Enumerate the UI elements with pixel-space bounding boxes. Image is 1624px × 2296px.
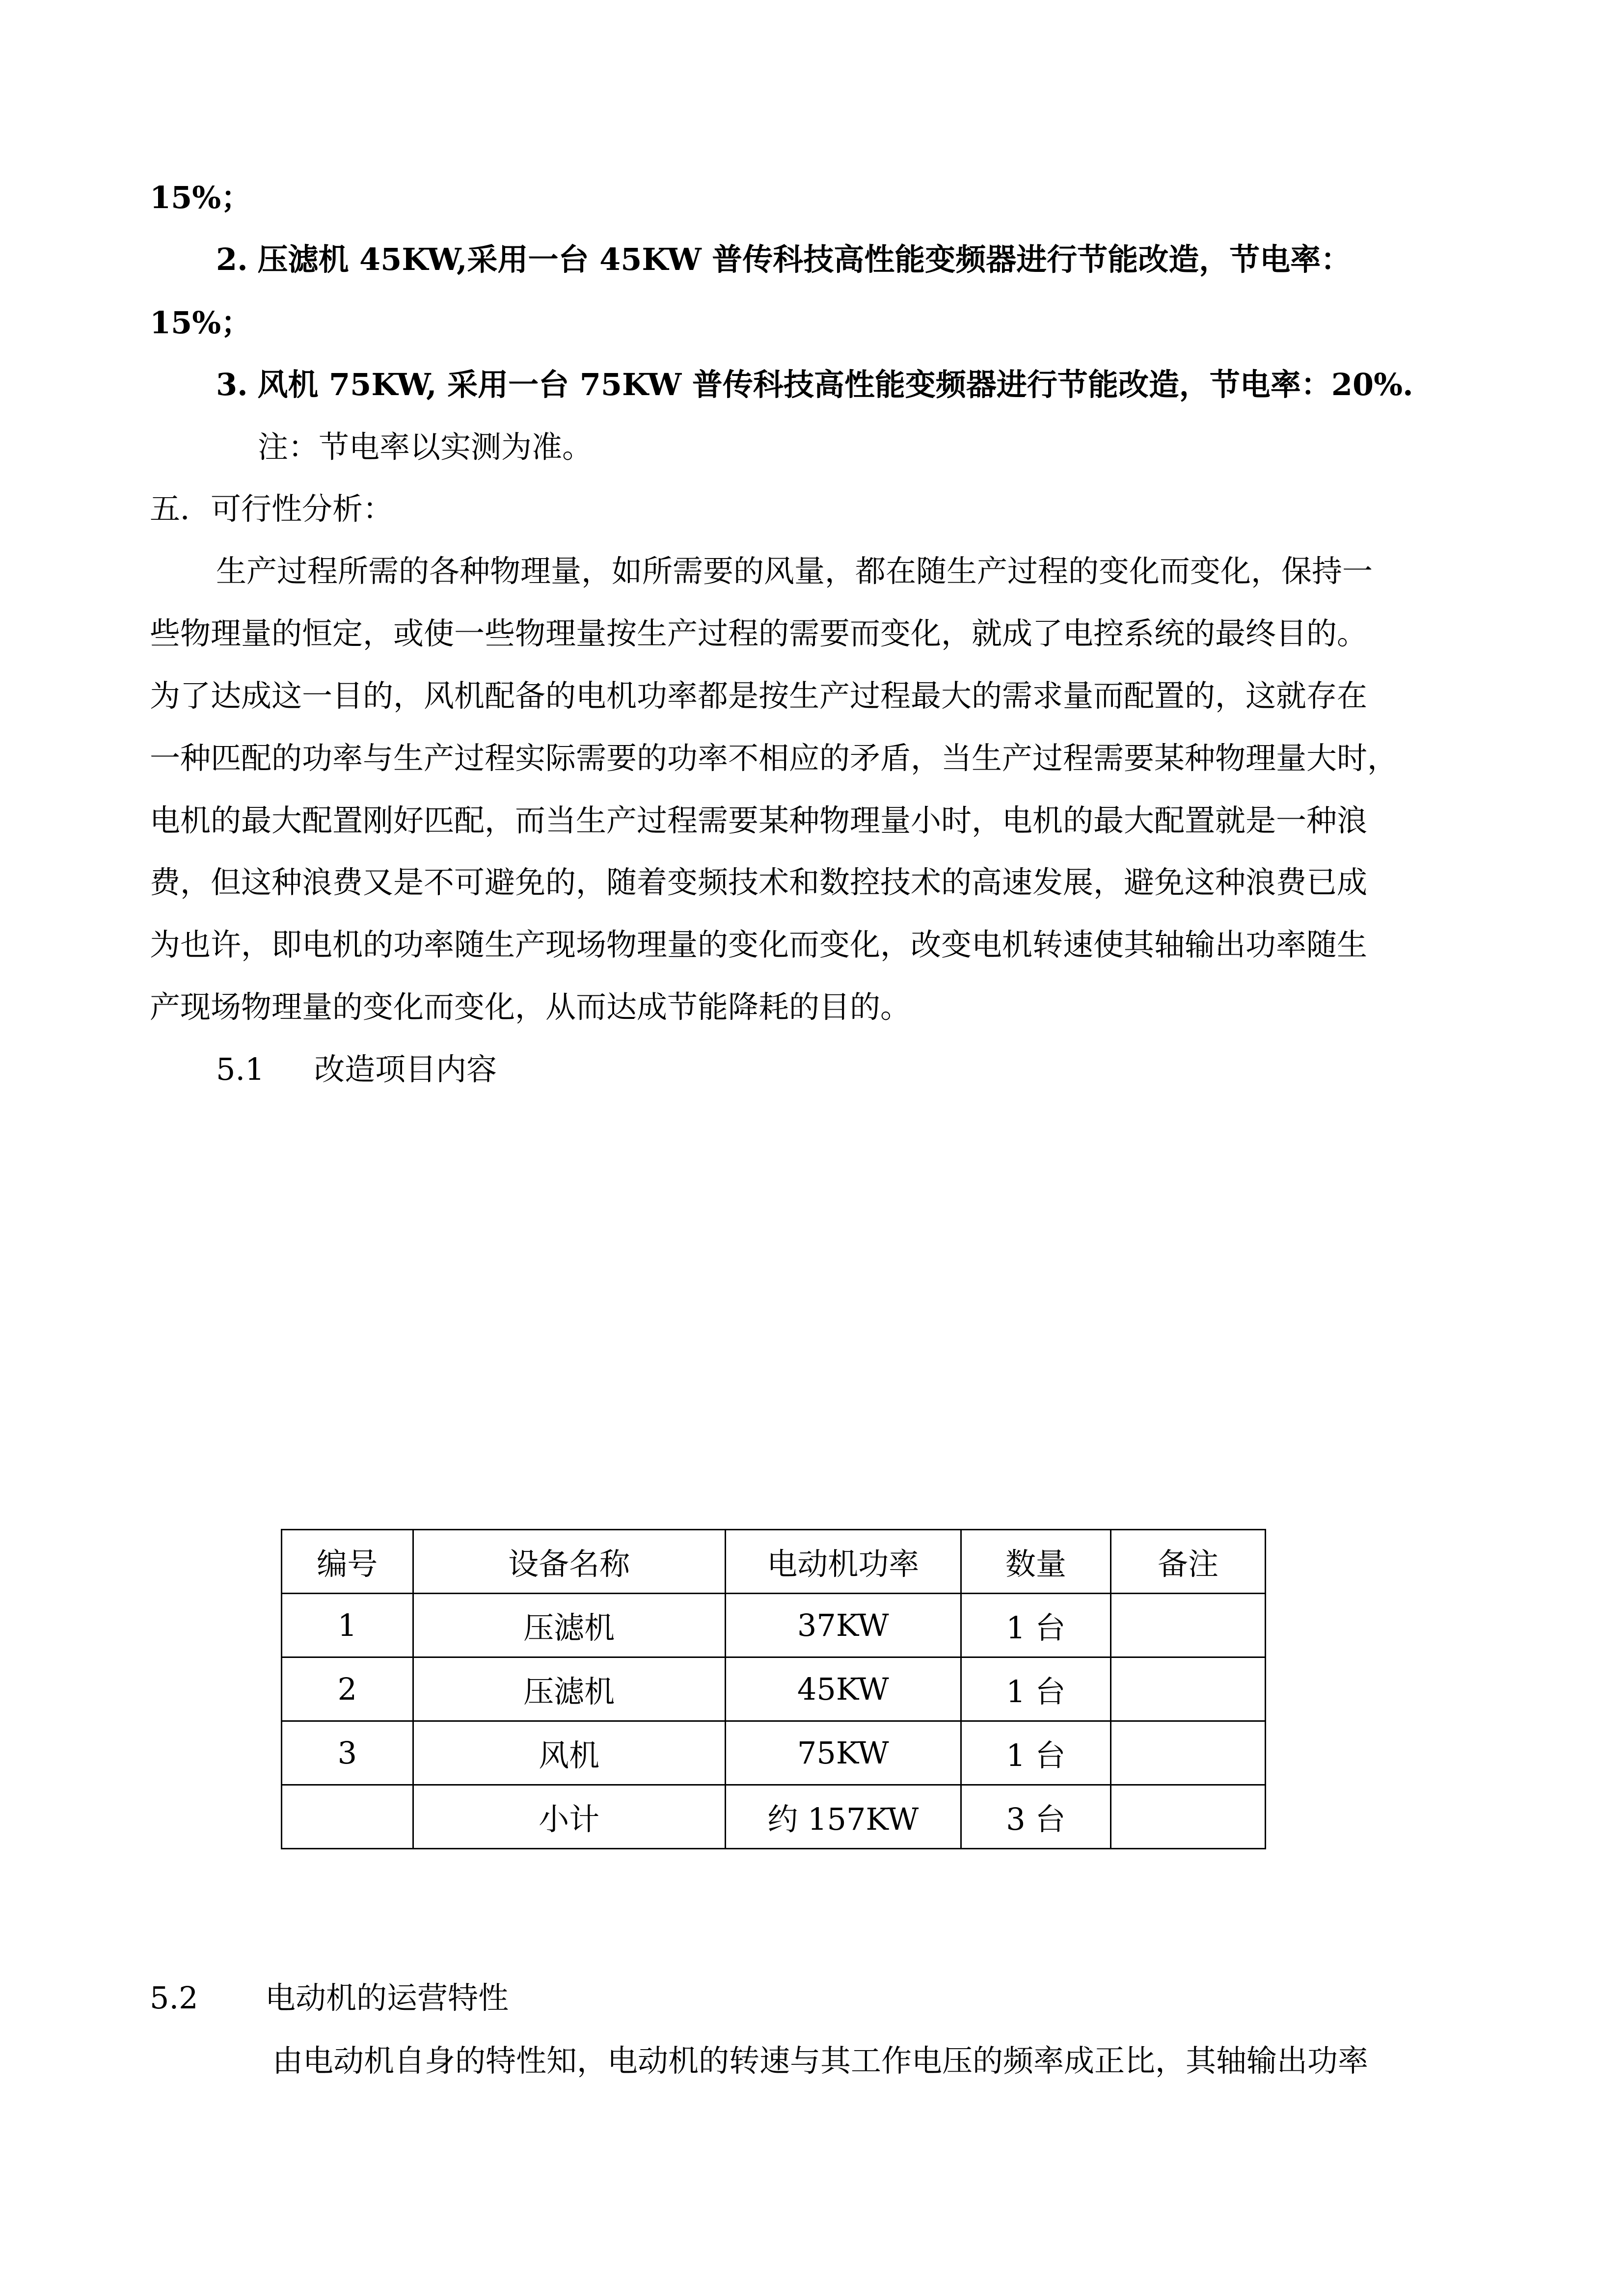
header-cell: 数量 [961, 1530, 1110, 1594]
table-cell: 约 157KW [725, 1785, 961, 1849]
subsection-number: 5.2 [150, 1980, 198, 2016]
table-cell: 1 [282, 1594, 413, 1657]
subsection-title: 电动机的运营特性 [265, 1980, 509, 2016]
list-number: 3. [216, 367, 248, 402]
table-cell: 1 台 [961, 1721, 1110, 1785]
table-cell: 3 [282, 1721, 413, 1785]
table-cell: 风机 [413, 1721, 725, 1785]
paragraph-line: 为也许，即电机的功率随生产现场物理量的变化而变化，改变电机转速使其轴输出功率随生 [150, 927, 1368, 962]
equipment-table [281, 1529, 1266, 1849]
table-cell: 小计 [413, 1785, 725, 1849]
table-cell: 45KW [725, 1657, 961, 1721]
paragraph-line: 产现场物理量的变化而变化，从而达成节能降耗的目的。 [150, 989, 911, 1025]
list-item-3 [216, 367, 1413, 402]
paragraph-line: 由电动机自身的特性知，电动机的转速与其工作电压的频率成正比，其轴输出功率 [272, 2043, 1369, 2079]
header-cell: 设备名称 [413, 1530, 725, 1594]
header-cell: 编号 [282, 1530, 413, 1594]
table-cell: 1 台 [961, 1657, 1110, 1721]
text-line: 15%； [150, 180, 252, 215]
list-number: 2. [216, 241, 248, 277]
paragraph-line: 电机的最大配置刚好匹配，而当生产过程需要某种物理量小时，电机的最大配置就是一种浪 [150, 802, 1368, 838]
section-heading: 五．可行性分析： [150, 491, 394, 527]
subsection-title: 改造项目内容 [314, 1051, 497, 1087]
table-row [282, 1785, 1266, 1849]
table-cell: 2 [282, 1657, 413, 1721]
table-cell: 37KW [725, 1594, 961, 1657]
note: 注：节电率以实测为准。 [258, 429, 593, 465]
header-cell: 备注 [1110, 1530, 1265, 1594]
table-cell [1110, 1785, 1265, 1849]
subsection-number: 5.1 [216, 1051, 265, 1087]
table-cell: 1 台 [961, 1594, 1110, 1657]
table-cell: 压滤机 [413, 1594, 725, 1657]
paragraph-line: 生产过程所需的各种物理量，如所需要的风量，都在随生产过程的变化而变化，保持一 [216, 553, 1373, 589]
paragraph-line: 为了达成这一目的，风机配备的电机功率都是按生产过程最大的需求量而配置的，这就存在 [150, 678, 1368, 714]
list-text: 风机 75KW, 采用一台 75KW 普传科技高性能变频器进行节能改造，节电率：20%. [257, 367, 1413, 402]
table-header-row [282, 1530, 1266, 1594]
table-cell: 压滤机 [413, 1657, 725, 1721]
header-cell: 电动机功率 [725, 1530, 961, 1594]
list-item-2 [216, 241, 1352, 277]
paragraph-line: 费，但这种浪费又是不可避免的，随着变频技术和数控技术的高速发展，避免这种浪费已成 [150, 864, 1368, 900]
text-line: 15%； [150, 305, 252, 341]
table-row [282, 1721, 1266, 1785]
table-cell: 3 台 [961, 1785, 1110, 1849]
paragraph-line: 一种匹配的功率与生产过程实际需要的功率不相应的矛盾，当生产过程需要某种物理量大时， [150, 740, 1398, 776]
table-cell [1110, 1657, 1265, 1721]
table-cell [1110, 1721, 1265, 1785]
table-cell: 75KW [725, 1721, 961, 1785]
paragraph-line: 些物理量的恒定，或使一些物理量按生产过程的需要而变化，就成了电控系统的最终目的。 [150, 615, 1368, 651]
table-row [282, 1594, 1266, 1657]
list-text: 压滤机 45KW,采用一台 45KW 普传科技高性能变频器进行节能改造，节电率： [257, 241, 1352, 277]
table-row [282, 1657, 1266, 1721]
table-cell [1110, 1594, 1265, 1657]
table-cell [282, 1785, 413, 1849]
